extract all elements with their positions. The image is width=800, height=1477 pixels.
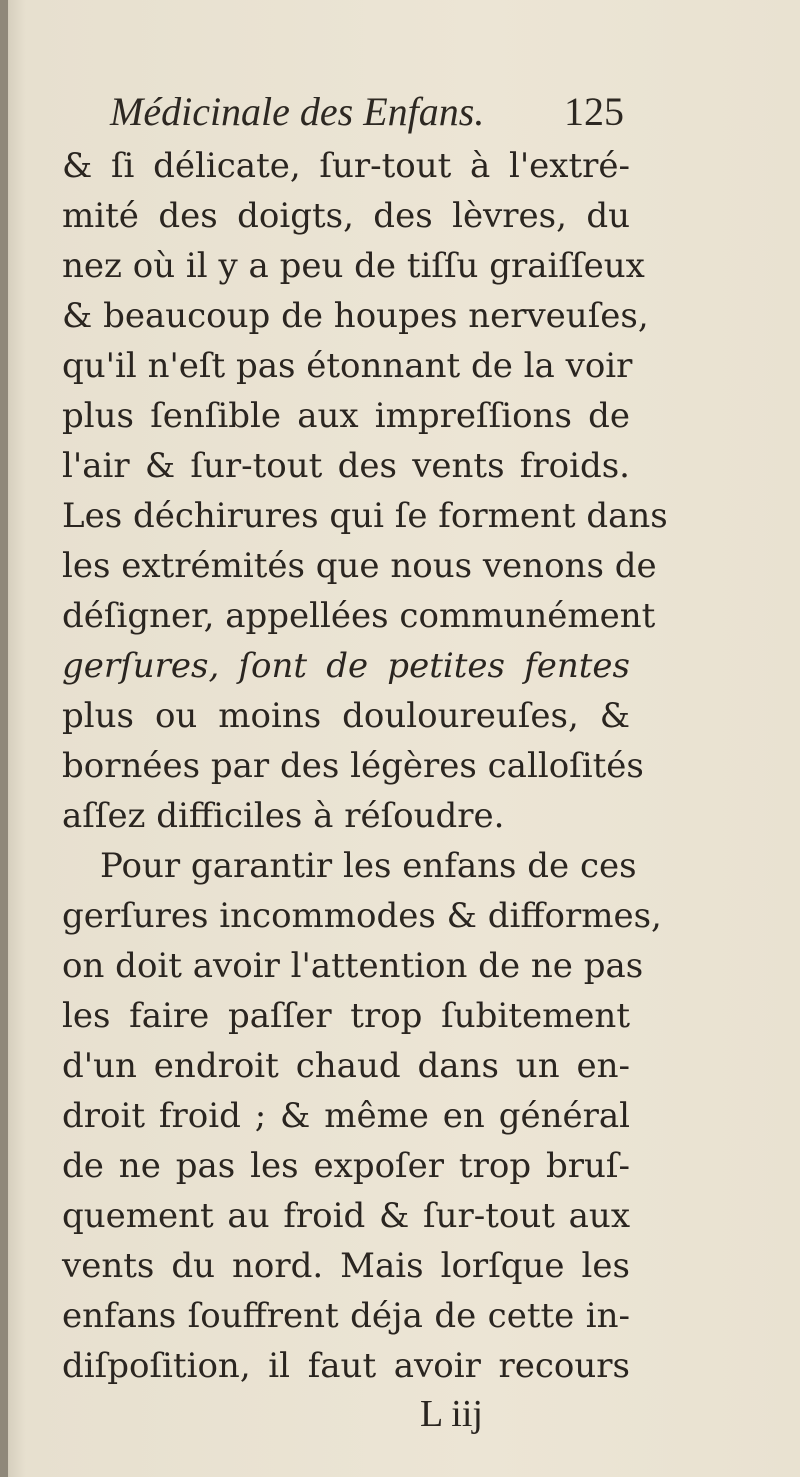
text-line: nez où il y a peu de tiſſu graiſſeux <box>62 246 645 286</box>
text-line: aſſez difficiles à réſoudre. <box>62 796 505 836</box>
text-line: & ſi délicate, ſur-tout à l'extré- <box>62 146 630 186</box>
paragraph-first-line: Pour garantir les enfans de ces <box>100 846 637 886</box>
text-line: mité des doigts, des lèvres, du <box>62 196 630 236</box>
page-binding-edge <box>0 0 8 1477</box>
text-line: on doit avoir l'attention de ne pas <box>62 946 644 986</box>
text-line: de ne pas les expoſer trop bruſ- <box>62 1146 630 1186</box>
page-header <box>110 88 630 148</box>
text-line: déſigner, appellées communément <box>62 596 656 636</box>
text-line: qu'il n'eſt pas étonnant de la voir <box>62 346 633 386</box>
text-line: droit froid ; & même en général <box>62 1096 630 1136</box>
text-line: enfans ſouffrent déja de cette in- <box>62 1296 630 1336</box>
running-title: Médicinale des Enfans. <box>110 89 485 134</box>
text-line: les faire paſſer trop ſubitement <box>62 996 630 1036</box>
text-line: plus ou moins douloureuſes, & <box>62 696 630 736</box>
text-line: les extrémités que nous venons de <box>62 546 657 586</box>
page-number: 125 <box>564 89 624 134</box>
text-line: bornées par des légères calloſités <box>62 746 644 786</box>
text-line: d'un endroit chaud dans un en- <box>62 1046 630 1086</box>
text-line: quement au froid & ſur-tout aux <box>62 1196 630 1236</box>
text-line: vents du nord. Mais lorſque les <box>62 1246 630 1286</box>
signature-mark: L iij <box>420 1393 483 1435</box>
text-line: & beaucoup de houpes nerveuſes, <box>62 296 649 336</box>
text-line: l'air & ſur-tout des vents froids. <box>62 446 630 486</box>
text-line: gerſures incommodes & difformes, <box>62 896 662 936</box>
text-line: diſpoſition, il faut avoir recours <box>62 1346 630 1386</box>
text-line: Les déchirures qui ſe forment dans <box>62 496 668 536</box>
text-line: gerſures, ſont de petites fentes <box>62 646 630 686</box>
text-line: plus ſenſible aux impreſſions de <box>62 396 630 436</box>
